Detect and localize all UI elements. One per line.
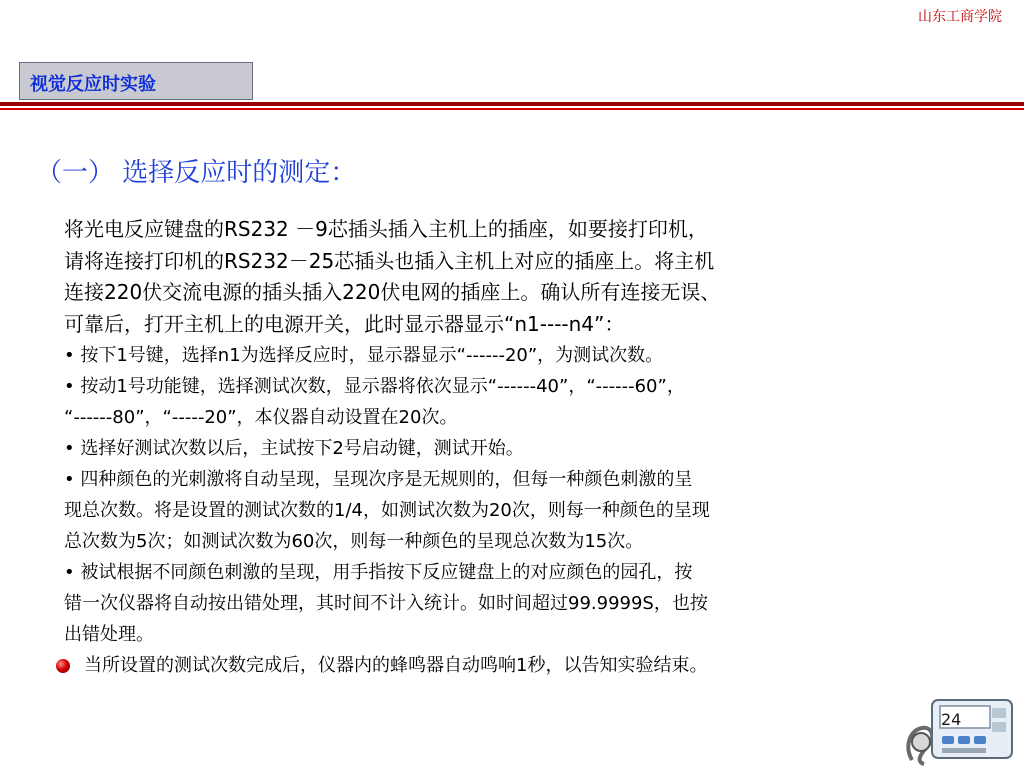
header-divider-thick xyxy=(0,102,1024,106)
intro-line: 将光电反应键盘的RS232 －9芯插头插入主机上的插座，如要接打印机， xyxy=(64,217,708,241)
final-note-text: 当所设置的测试次数完成后，仪器内的蜂鸣器自动鸣响1秒，以告知实验结束。 xyxy=(84,655,708,676)
bullet-line: 错一次仪器将自动按出错处理，其时间不计入统计。如时间超过99.9999S，也按 xyxy=(64,593,708,614)
red-bullet-icon xyxy=(56,659,70,673)
bullet-line: • 选择好测试次数以后，主试按下2号启动键，测试开始。 xyxy=(64,438,524,459)
slide-title: 视觉反应时实验 xyxy=(30,74,156,95)
bullet-line: 出错处理。 xyxy=(64,624,154,645)
slide-body xyxy=(64,214,974,681)
page-number: 24 xyxy=(941,710,962,729)
final-note xyxy=(56,650,974,681)
section-heading: （一） 选择反应时的测定： xyxy=(36,158,357,188)
intro-line: 连接220伏交流电源的插头插入220伏电网的插座上。确认所有连接无误、 xyxy=(64,280,721,304)
bullet-line: • 被试根据不同颜色刺激的呈现，用手指按下反应键盘上的对应颜色的园孔，按 xyxy=(64,562,693,583)
school-name: 山东工商学院 xyxy=(918,9,1002,25)
bullet-line: 现总次数。将是设置的测试次数的1/4，如测试次数为20次，则每一种颜色的呈现 xyxy=(64,500,710,521)
bullet-line: • 按动1号功能键，选择测试次数，显示器将依次显示“------40”，“------60”， xyxy=(64,376,685,397)
slide-title-box xyxy=(19,62,253,100)
reaction-timer-device-icon xyxy=(906,690,1024,766)
intro-line: 可靠后，打开主机上的电源开关，此时显示器显示“n1----n4”： xyxy=(64,311,625,336)
bullet-line: “------80”，“-----20”，本仪器自动设置在20次。 xyxy=(64,407,458,428)
intro-line: 请将连接打印机的RS232－25芯插头也插入主机上对应的插座上。将主机 xyxy=(64,248,715,273)
bullet-line: 总次数为5次；如测试次数为60次，则每一种颜色的呈现总次数为15次。 xyxy=(64,531,644,552)
bullet-line: • 四种颜色的光刺激将自动呈现，呈现次序是无规则的，但每一种颜色刺激的呈 xyxy=(64,469,693,490)
bullet-line: • 按下1号键，选择n1为选择反应时，显示器显示“------20”，为测试次数。 xyxy=(64,345,664,366)
header-divider-thin xyxy=(0,108,1024,110)
